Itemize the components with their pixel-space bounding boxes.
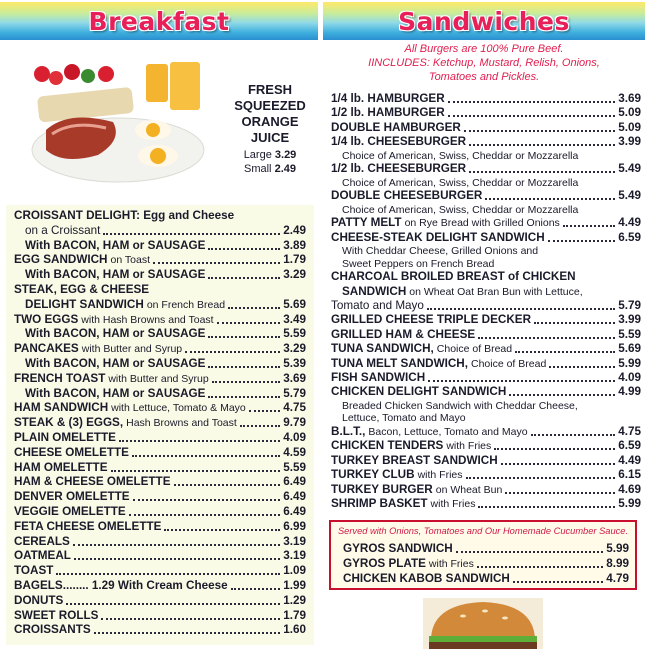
item-price: 8.99 xyxy=(606,556,629,570)
dot-leader xyxy=(456,551,604,553)
item-description: with Fries xyxy=(417,469,463,482)
menu-item xyxy=(331,135,641,149)
item-note: With Cheddar Cheese, Grilled Onions and xyxy=(342,245,539,257)
menu-item xyxy=(331,216,641,230)
dot-leader xyxy=(119,440,280,442)
item-name: TURKEY BREAST SANDWICH xyxy=(331,453,498,467)
menu-item xyxy=(331,121,641,135)
dot-leader xyxy=(464,130,615,132)
item-price: 3.19 xyxy=(283,534,306,548)
item-name: HAM OMELETTE xyxy=(14,460,108,474)
dot-leader xyxy=(469,171,615,173)
item-price: 5.99 xyxy=(618,497,641,510)
item-price: 4.75 xyxy=(283,401,306,415)
item-name: SWEET ROLLS xyxy=(14,608,99,622)
juice-small xyxy=(222,162,318,176)
dot-leader xyxy=(111,470,281,472)
item-price: 5.99 xyxy=(606,542,629,555)
item-price: 3.19 xyxy=(283,549,306,563)
dot-leader xyxy=(501,463,616,465)
burger-photo xyxy=(423,598,543,649)
item-description: with Fries xyxy=(428,557,474,570)
item-price: 5.99 xyxy=(618,356,641,370)
item-name: CROISSANT DELIGHT: Egg and Cheese xyxy=(14,209,235,222)
item-price: 5.79 xyxy=(283,386,306,400)
item-name: CEREALS xyxy=(14,534,70,548)
menu-item xyxy=(25,327,306,341)
item-name: 1/4 lb. CHEESEBURGER xyxy=(331,135,467,149)
menu-item xyxy=(14,372,306,386)
menu-item xyxy=(343,542,629,556)
juice-line: JUICE xyxy=(250,130,290,145)
juice-line: FRESH xyxy=(247,82,293,97)
orange-juice-block xyxy=(222,82,318,176)
item-name: HAM SANDWICH xyxy=(14,401,109,415)
menu-item xyxy=(331,454,641,468)
menu-item xyxy=(331,497,641,511)
dot-leader xyxy=(74,558,280,560)
item-price: 5.39 xyxy=(283,357,306,370)
item-note: Choice of American, Swiss, Cheddar or Mozzarella xyxy=(342,176,579,189)
item-name: DENVER OMELETTE xyxy=(14,490,130,504)
item-name: VEGGIE OMELETTE xyxy=(14,505,126,518)
item-price: 5.49 xyxy=(618,189,641,203)
menu-item xyxy=(14,461,306,475)
item-description: on Wheat Oat Bran Bun with Lettuce, xyxy=(409,285,583,298)
menu-item xyxy=(14,549,306,563)
item-name: STEAK, EGG & CHEESE xyxy=(14,283,150,296)
dot-leader xyxy=(164,529,280,531)
menu-item xyxy=(331,189,641,203)
dot-leader xyxy=(549,366,615,368)
dot-leader xyxy=(208,366,280,368)
juice-line: SQUEEZED xyxy=(234,98,306,113)
item-name: CHICKEN TENDERS xyxy=(331,439,444,453)
dot-leader xyxy=(534,322,615,324)
item-description: Choice of Bread xyxy=(470,357,547,370)
item-name: 1/2 lb. HAMBURGER xyxy=(331,106,445,120)
menu-item xyxy=(331,92,641,106)
dot-leader xyxy=(132,455,280,457)
dot-leader xyxy=(208,396,280,398)
juice-size-label: Large xyxy=(243,149,272,161)
sandwiches-header xyxy=(323,2,645,40)
dot-leader xyxy=(73,544,280,546)
item-description: with Fries xyxy=(430,498,476,510)
menu-item xyxy=(14,446,306,460)
item-price: 5.09 xyxy=(618,106,641,120)
dot-leader xyxy=(505,492,615,494)
menu-item xyxy=(25,224,306,238)
item-name: TOAST xyxy=(14,564,54,578)
item-name: GRILLED CHEESE TRIPLE DECKER xyxy=(331,313,532,327)
item-name: STEAK & (3) EGGS, xyxy=(14,416,124,430)
burger-intro xyxy=(323,42,645,84)
item-price: 3.29 xyxy=(283,342,306,356)
item-name: TUNA MELT SANDWICH, xyxy=(331,356,468,370)
item-name: PLAIN OMELETTE xyxy=(14,431,116,444)
dot-leader xyxy=(478,337,615,339)
dot-leader xyxy=(101,618,280,620)
dot-leader xyxy=(531,434,616,436)
item-price: 4.99 xyxy=(618,385,641,399)
item-name: CHARCOAL BROILED BREAST of CHICKEN xyxy=(331,270,576,284)
menu-item xyxy=(25,239,306,253)
item-price: 6.59 xyxy=(618,439,641,453)
dot-leader xyxy=(133,499,281,501)
menu-item xyxy=(14,209,306,223)
juice-size-price: 3.29 xyxy=(274,149,297,161)
item-name: CHEESE-STEAK DELIGHT SANDWICH xyxy=(331,230,545,244)
item-price: 3.99 xyxy=(618,135,641,149)
menu-item xyxy=(331,162,641,176)
item-name: PATTY MELT xyxy=(331,216,402,230)
menu-item xyxy=(331,231,641,245)
sandwiches-title: Sandwiches xyxy=(398,6,570,36)
breakfast-column xyxy=(0,0,318,649)
dot-leader xyxy=(428,380,615,382)
menu-item xyxy=(14,594,306,608)
item-name: With BACON, HAM or SAUSAGE xyxy=(25,357,206,370)
menu-item xyxy=(343,557,629,571)
item-description: Choice of Bread xyxy=(436,343,513,356)
dot-leader xyxy=(66,603,280,605)
menu-item xyxy=(14,475,306,489)
item-description: on French Bread xyxy=(146,298,226,311)
item-description: with Hash Browns and Toast xyxy=(81,313,214,326)
item-description: on Rye Bread with Grilled Onions xyxy=(404,217,560,230)
item-price: 3.29 xyxy=(283,268,306,282)
item-name: With BACON, HAM or SAUSAGE xyxy=(25,386,206,400)
item-note: Breaded Chicken Sandwich with Cheddar Cheese, xyxy=(342,399,578,412)
breakfast-title: Breakfast xyxy=(88,6,230,36)
item-price: 2.49 xyxy=(283,223,306,237)
dot-leader xyxy=(478,506,615,508)
sandwiches-column xyxy=(323,0,645,649)
menu-item xyxy=(331,357,641,371)
dot-leader xyxy=(212,381,281,383)
item-price: 1.60 xyxy=(283,623,306,637)
item-price: 3.89 xyxy=(283,238,306,252)
item-name: TUNA SANDWICH, xyxy=(331,342,434,356)
item-name: TURKEY BURGER xyxy=(331,482,433,496)
item-name: TWO EGGS xyxy=(14,312,79,326)
dot-leader xyxy=(153,262,280,264)
item-price: 4.75 xyxy=(618,425,641,438)
dot-leader xyxy=(494,448,615,450)
item-price: 6.99 xyxy=(283,519,306,533)
menu-item xyxy=(14,579,306,593)
item-price: 4.69 xyxy=(618,482,641,496)
item-price: 4.49 xyxy=(618,453,641,467)
item-price: 6.59 xyxy=(618,230,641,244)
intro-line: Tomatoes and Pickles. xyxy=(428,71,540,83)
item-price: 3.69 xyxy=(283,371,306,385)
juice-size-price: 2.49 xyxy=(274,163,296,175)
dot-leader xyxy=(208,336,280,338)
item-description: with Butter and Syrup xyxy=(81,343,183,356)
dot-leader xyxy=(548,240,616,242)
item-name: CROISSANTS xyxy=(14,623,91,637)
item-name: DELIGHT SANDWICH xyxy=(25,297,144,311)
dot-leader xyxy=(129,514,281,516)
item-name: OATMEAL xyxy=(14,549,71,563)
menu-item xyxy=(25,387,306,401)
item-name: B.L.T., xyxy=(331,425,366,438)
item-price: 4.09 xyxy=(618,371,641,384)
item-price: 5.59 xyxy=(618,327,641,341)
menu-item xyxy=(342,285,641,299)
item-price: 4.49 xyxy=(618,216,641,230)
menu-item xyxy=(14,313,306,327)
item-price: 5.59 xyxy=(283,460,306,474)
item-price: 6.15 xyxy=(618,468,641,482)
dot-leader xyxy=(513,581,603,583)
item-name: FISH SANDWICH xyxy=(331,371,426,384)
breakfast-photo xyxy=(28,60,208,185)
item-description: with Butter and Syrup xyxy=(108,372,209,385)
menu-item xyxy=(331,106,641,120)
menu-item xyxy=(14,623,306,637)
item-note: Lettuce, Tomato and Mayo xyxy=(342,412,466,425)
item-price: 6.49 xyxy=(283,505,306,518)
menu-item xyxy=(14,564,306,578)
menu-item xyxy=(331,270,641,284)
menu-item xyxy=(14,253,306,267)
menu-item xyxy=(331,313,641,327)
juice-line: ORANGE xyxy=(241,114,299,129)
item-name: 1/2 lb. CHEESEBURGER xyxy=(331,162,467,176)
menu-item xyxy=(331,439,641,453)
dot-leader xyxy=(477,566,603,568)
item-name: PANCAKES xyxy=(14,342,79,356)
item-price: 3.99 xyxy=(618,313,641,327)
dot-leader xyxy=(509,394,615,396)
item-price: 4.09 xyxy=(283,431,306,444)
intro-line: All Burgers are 100% Pure Beef. xyxy=(404,43,564,55)
item-name: Tomato and Mayo xyxy=(331,299,424,312)
dot-leader xyxy=(427,308,615,310)
juice-size-label: Small xyxy=(244,163,272,175)
item-price: 1.79 xyxy=(283,608,306,622)
menu-item xyxy=(331,342,641,356)
menu-item xyxy=(331,328,641,342)
item-name: on a Croissant xyxy=(25,223,101,237)
menu-item xyxy=(25,298,306,312)
item-price: 5.79 xyxy=(618,299,641,312)
menu-item xyxy=(14,342,306,356)
item-name: DOUBLE CHEESEBURGER xyxy=(331,189,483,203)
item-price: 1.79 xyxy=(283,253,306,267)
item-description: with Lettuce, Tomato & Mayo xyxy=(111,402,246,415)
menu-item xyxy=(331,371,641,385)
intro-line: IINCLUDES: Ketchup, Mustard, Relish, Onions, xyxy=(368,57,600,69)
menu-item xyxy=(14,505,306,519)
dot-leader xyxy=(103,233,280,235)
item-name: SANDWICH xyxy=(342,284,407,298)
menu-item xyxy=(14,431,306,445)
item-name: 1/4 lb. HAMBURGER xyxy=(331,92,445,105)
item-price: 1.09 xyxy=(283,564,306,578)
menu-item xyxy=(14,283,306,297)
item-name: DOUBLE HAMBURGER xyxy=(331,120,461,134)
menu-item xyxy=(331,299,641,313)
juice-large xyxy=(222,148,318,162)
item-price: 3.49 xyxy=(283,312,306,326)
dot-leader xyxy=(174,484,281,486)
item-name: With BACON, HAM or SAUSAGE xyxy=(25,238,206,252)
dot-leader xyxy=(563,225,615,227)
menu-item xyxy=(14,416,306,430)
item-name: With BACON, HAM or SAUSAGE xyxy=(25,268,206,282)
breakfast-header xyxy=(0,2,318,40)
dot-leader xyxy=(249,410,280,412)
item-name: CHEESE OMELETTE xyxy=(14,445,129,459)
item-price: 3.69 xyxy=(618,92,641,105)
dot-leader xyxy=(228,307,280,309)
dot-leader xyxy=(448,101,616,103)
gyros-note: Served with Onions, Tomatoes and Our Homemade Cucumber Sauce. xyxy=(337,526,629,536)
item-description: Bacon, Lettuce, Tomato and Mayo xyxy=(368,426,528,438)
item-name: GYROS PLATE xyxy=(343,556,426,570)
item-price: 5.09 xyxy=(618,120,641,134)
menu-item xyxy=(343,572,629,586)
item-name: DONUTS xyxy=(14,593,64,607)
dot-leader xyxy=(240,425,280,427)
item-name: TURKEY CLUB xyxy=(331,468,415,482)
menu-item xyxy=(331,385,641,399)
item-name: GYROS SANDWICH xyxy=(343,542,453,555)
item-note: Choice of American, Swiss, Cheddar or Mozzarella xyxy=(342,203,579,216)
dot-leader xyxy=(185,351,280,353)
item-name: GRILLED HAM & CHEESE xyxy=(331,327,476,341)
item-name: FRENCH TOAST xyxy=(14,371,106,385)
item-note: Choice of American, Swiss, Cheddar or Mozzarella xyxy=(342,149,579,162)
item-price: 9.79 xyxy=(283,416,306,430)
menu-item xyxy=(331,425,641,439)
menu-item xyxy=(25,357,306,371)
dot-leader xyxy=(94,632,281,634)
dot-leader xyxy=(231,588,281,590)
item-name: FETA CHEESE OMELETTE xyxy=(14,519,162,533)
menu-item xyxy=(14,609,306,623)
menu-item xyxy=(331,483,641,497)
menu-item xyxy=(14,490,306,504)
item-price: 1.29 xyxy=(283,593,306,607)
item-description: on Wheat Bun xyxy=(435,483,503,496)
menu-item xyxy=(14,520,306,534)
item-name: SHRIMP BASKET xyxy=(331,497,428,510)
gyros-box xyxy=(329,520,637,590)
menu-item xyxy=(14,401,306,415)
item-name: EGG SANDWICH xyxy=(14,253,108,267)
dot-leader xyxy=(208,248,280,250)
item-description: Hash Browns and Toast xyxy=(126,417,237,430)
item-name: CHICKEN DELIGHT SANDWICH xyxy=(331,385,507,399)
dot-leader xyxy=(448,115,616,117)
item-price: 6.49 xyxy=(283,475,306,489)
dot-leader xyxy=(515,351,615,353)
item-price: 5.69 xyxy=(618,342,641,356)
item-price: 5.49 xyxy=(618,162,641,176)
item-name: HAM & CHEESE OMELETTE xyxy=(14,475,171,489)
dot-leader xyxy=(466,477,616,479)
item-name: BAGELS........ 1.29 With Cream Cheese xyxy=(14,579,228,592)
item-price: 4.59 xyxy=(283,445,306,459)
menu-item xyxy=(14,535,306,549)
item-description: with Fries xyxy=(446,440,492,453)
item-price: 5.59 xyxy=(283,327,306,341)
dot-leader xyxy=(56,573,280,575)
item-note: Sweet Peppers on French Bread xyxy=(342,257,495,270)
item-name: With BACON, HAM or SAUSAGE xyxy=(25,327,206,341)
item-price: 4.79 xyxy=(606,571,629,585)
menu-item xyxy=(25,268,306,282)
dot-leader xyxy=(469,144,615,146)
dot-leader xyxy=(208,277,280,279)
dot-leader xyxy=(485,198,615,200)
menu-item xyxy=(331,468,641,482)
dot-leader xyxy=(217,322,281,324)
item-name: CHICKEN KABOB SANDWICH xyxy=(343,571,510,585)
item-price: 1.99 xyxy=(283,579,306,592)
item-price: 6.49 xyxy=(283,490,306,504)
item-description: on Toast xyxy=(110,254,151,267)
item-price: 5.69 xyxy=(283,297,306,311)
